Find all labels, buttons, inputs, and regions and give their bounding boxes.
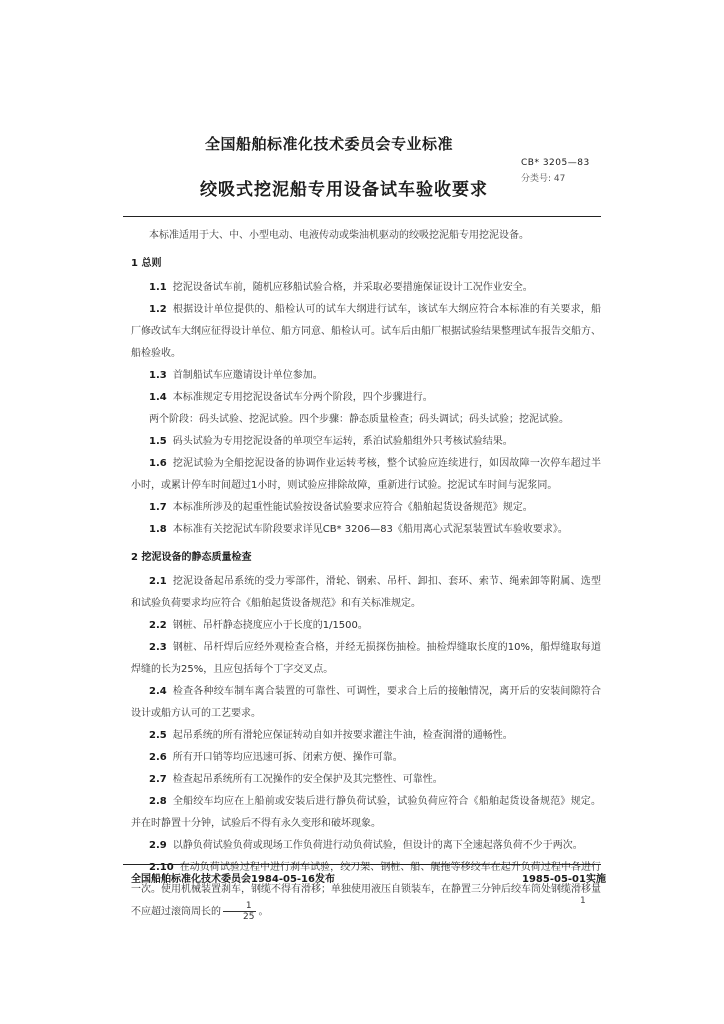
footer-divider — [123, 864, 601, 865]
clause-number: 1.2 — [149, 304, 167, 315]
clause-text: 挖泥设备起吊系统的受力零部件，滑轮、钢索、吊杆、卸扣、套环、索节、绳索卸等附属、选型和试验负荷要求均应符合《船舶起货设备规范》和有关标准规定。 — [131, 576, 601, 609]
clause-number: 2.2 — [149, 620, 167, 631]
clause-number: 1.3 — [149, 370, 167, 381]
clause-number: 2.4 — [149, 686, 167, 697]
category-number: 分类号: 47 — [521, 174, 566, 184]
clause-text: 在动负荷试验过程中进行刹车试验，绞刀架、钢桩、船、艉拖等移绞车在起升负荷过程中各进行一次。使用机械装置刹车，钢缆不得有滑移；单独使用液压自锁装车，在静置三分钟后绞车筒处钢缆滑移量不应超过滚筒周长的 — [131, 862, 601, 918]
clause-text: 以静负荷试验负荷或现场工作负荷进行动负荷试验，但设计的离下全速起落负荷不少于两次。 — [172, 840, 583, 851]
clause-1-1 — [131, 277, 601, 299]
clause-number: 1.7 — [149, 502, 167, 513]
clause-2-2 — [131, 615, 601, 637]
fraction — [223, 901, 256, 922]
clause-number: 1.5 — [149, 436, 167, 447]
clause-number: 2.3 — [149, 642, 167, 653]
clause-text: 检查各种绞车制车离合装置的可靠性、可调性，要求合上后的接触情况，离开后的安装间隙符合设计或船方认可的工艺要求。 — [131, 686, 601, 719]
organization-title: 全国船舶标准化技术委员会专业标准 — [205, 135, 454, 153]
clause-number: 2.7 — [149, 774, 167, 785]
clause-number: 2.8 — [149, 796, 167, 807]
clause-text: 钢桩、吊杆静态挠度应小于长度的1/1500。 — [172, 620, 368, 631]
effective-date: 1985-05-01实施 — [522, 874, 606, 885]
clause-end: 。 — [258, 906, 269, 918]
clause-number: 2.5 — [149, 730, 167, 741]
clause-2-4 — [131, 681, 601, 725]
clause-text: 首制船试车应邀请设计单位参加。 — [172, 370, 323, 381]
fraction-denominator: 25 — [243, 912, 255, 922]
clause-1-5 — [131, 431, 601, 453]
clause-number: 1.4 — [149, 392, 167, 403]
fraction-numerator: 1 — [223, 901, 256, 912]
clause-text: 码头试验为专用挖泥设备的单项空车运转，系泊试验船组外只考核试验结果。 — [172, 436, 513, 447]
clause-text: 挖泥试验为全船挖泥设备的协调作业运转考核，整个试验应连续进行，如因故障一次停车超过半小时，或累计停车时间超过1小时，则试验应排除故障，重新进行试验。挖泥试车时间与泥浆同。 — [131, 458, 601, 491]
clause-1-8 — [131, 519, 601, 541]
page-number: 1 — [580, 896, 586, 906]
clause-text: 两个阶段：码头试验、挖泥试验。四个步骤：静态质量检查；码头调试；码头试验；挖泥试验。 — [149, 414, 569, 425]
clause-2-6 — [131, 747, 601, 769]
issuer-statement: 全国船舶标准化技术委员会1984-05-16发布 — [131, 874, 335, 885]
clause-text: 本标准有关挖泥试车阶段要求详见CB* 3206—83《船用离心式泥泵装置试车验收要求》。 — [172, 524, 568, 535]
clause-number: 1.8 — [149, 524, 167, 535]
clause-2-7 — [131, 769, 601, 791]
clause-text: 根据设计单位提供的、船检认可的试车大纲进行试车，该试车大纲应符合本标准的有关要求，船厂修改试车大纲应征得设计单位、船方同意、船检认可。试车后由船厂根据试验结果整理试车报告交船方、船检验收。 — [131, 304, 601, 359]
section-heading: 2 挖泥设备的静态质量检查 — [131, 552, 252, 563]
clause-text: 起吊系统的所有滑轮应保证转动自如并按要求灌注牛油，检查润滑的通畅性。 — [172, 730, 513, 741]
standard-code: CB* 3205—83 — [521, 158, 590, 168]
clause-2-5 — [131, 725, 601, 747]
intro-paragraph: 本标准适用于大、中、小型电动、电液传动或柴油机驱动的绞吸挖泥船专用挖泥设备。 — [149, 230, 529, 241]
clause-2-10 — [131, 857, 601, 924]
clause-1-6 — [131, 453, 601, 497]
clause-text: 本标准所涉及的起重性能试验按设备试验要求应符合《船舶起货设备规范》规定。 — [172, 502, 533, 513]
clause-text: 钢桩、吊杆焊后应经外观检查合格，并经无损探伤抽检。抽检焊缝取长度的10%，船焊缝取每道焊缝的长为25%，且应包括每个丁字交叉点。 — [131, 642, 601, 675]
section-heading: 1 总则 — [131, 258, 162, 269]
clause-number: 2.1 — [149, 576, 167, 587]
clause-2-8 — [131, 791, 601, 835]
clause-1-3 — [131, 365, 601, 387]
clause-1-2 — [131, 299, 601, 365]
clause-text: 本标准规定专用挖泥设备试车分两个阶段，四个步骤进行。 — [172, 392, 433, 403]
clause-number: 2.9 — [149, 840, 167, 851]
clause-2-3 — [131, 637, 601, 681]
clause-number: 2.10 — [149, 862, 174, 873]
document-title: 绞吸式挖泥船专用设备试车验收要求 — [200, 180, 488, 200]
clause-number: 2.6 — [149, 752, 167, 763]
clause-text: 所有开口销等均应迅速可拆、闭索方便、操作可靠。 — [172, 752, 403, 763]
document-body — [131, 225, 601, 924]
clause-text: 挖泥设备试车前，随机应移船试验合格，并采取必要措施保证设计工况作业安全。 — [172, 282, 533, 293]
clause-2-1 — [131, 571, 601, 615]
header-divider — [123, 216, 601, 217]
clause-number: 1.6 — [149, 458, 167, 469]
clause-2-9 — [131, 835, 601, 857]
clause-number: 1.1 — [149, 282, 167, 293]
clause-text: 全船绞车均应在上船前或安装后进行静负荷试验，试验负荷应符合《船舶起货设备规范》规定。并在时静置十分钟，试验后不得有永久变形和破坏现象。 — [131, 796, 601, 829]
clause-1-4-detail — [131, 409, 601, 431]
clause-1-7 — [131, 497, 601, 519]
clause-text: 检查起吊系统所有工况操作的安全保护及其完整性、可靠性。 — [172, 774, 443, 785]
clause-1-4 — [131, 387, 601, 409]
